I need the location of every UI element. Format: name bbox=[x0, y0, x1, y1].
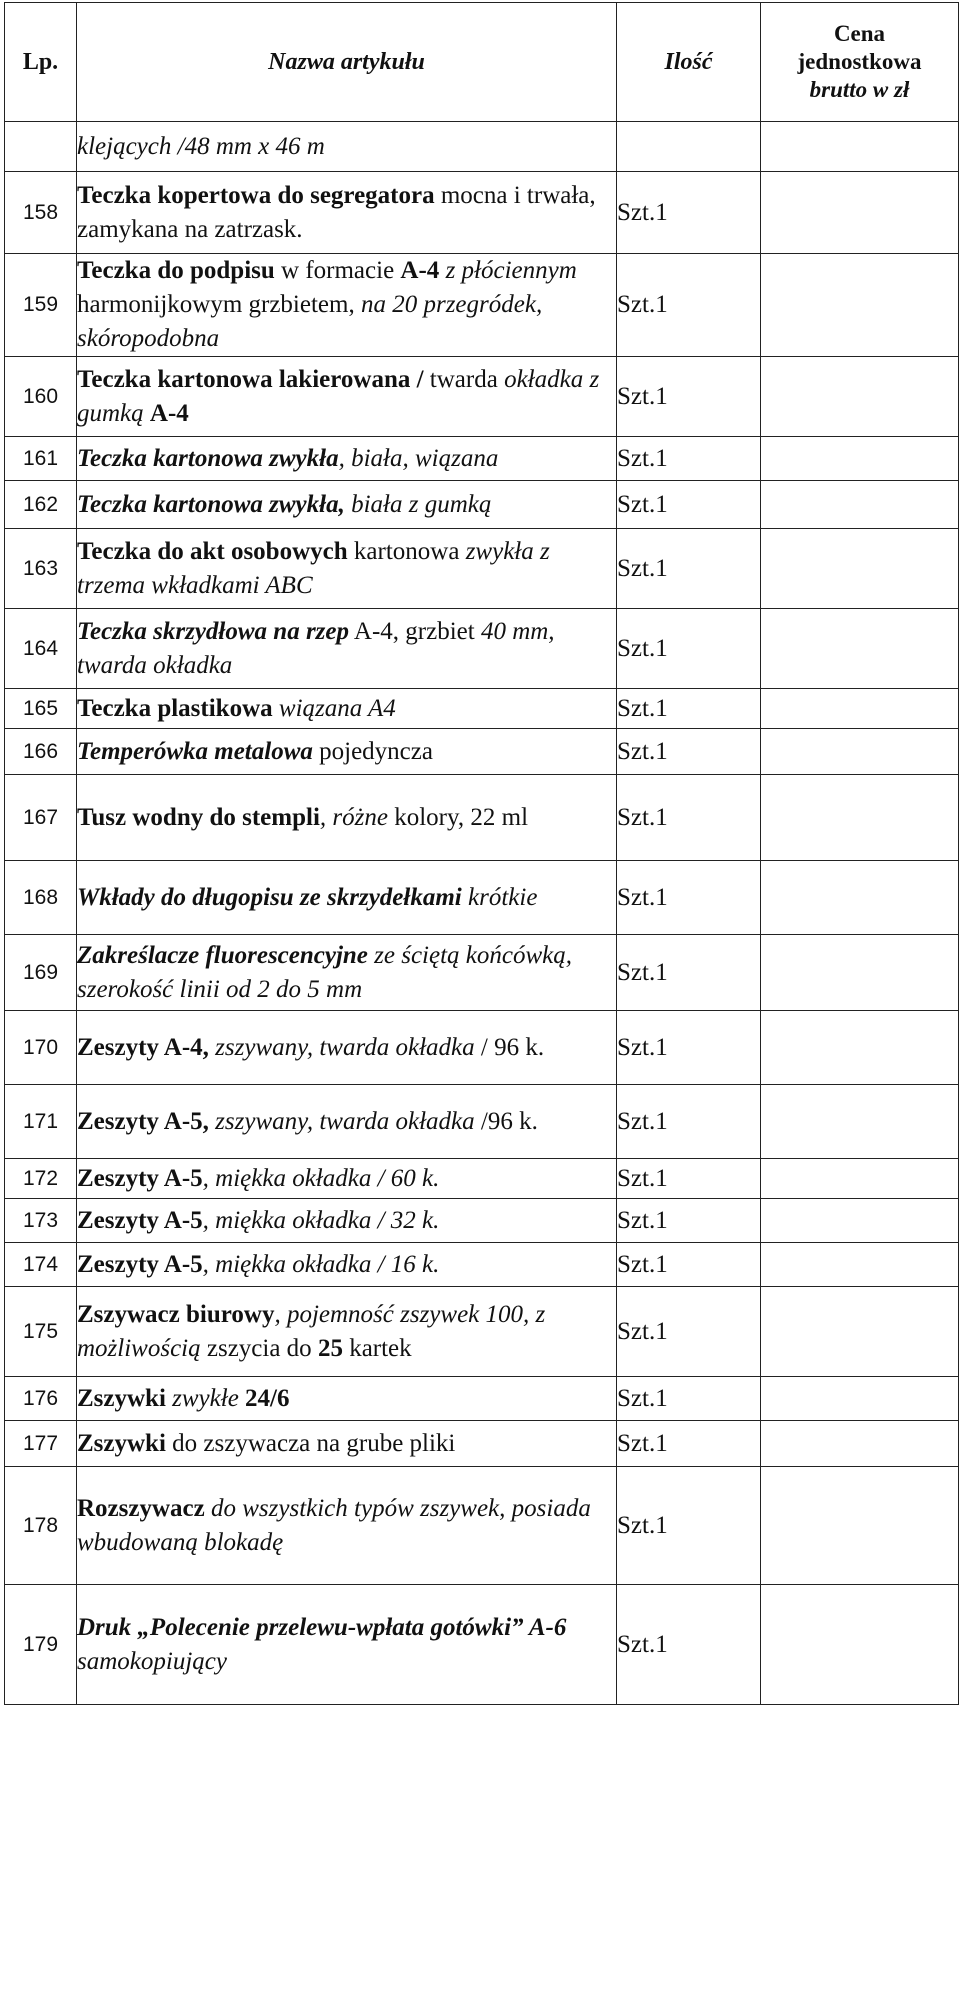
row-qty: Szt.1 bbox=[617, 254, 761, 357]
name-fragment: A-4 bbox=[149, 399, 189, 427]
row-price[interactable] bbox=[761, 729, 959, 775]
name-fragment: 22 ml bbox=[470, 803, 529, 831]
row-name bbox=[77, 357, 617, 437]
row-name bbox=[77, 437, 617, 481]
table-row bbox=[5, 935, 959, 1011]
row-price[interactable] bbox=[761, 481, 959, 529]
name-fragment: Zeszyty A-5 bbox=[77, 1164, 203, 1192]
table-row bbox=[5, 254, 959, 357]
name-fragment: Tusz wodny do stempli bbox=[77, 803, 320, 831]
name-fragment: Zeszyty A-4, bbox=[77, 1033, 209, 1061]
row-name bbox=[77, 1467, 617, 1585]
row-price[interactable] bbox=[761, 1377, 959, 1421]
name-fragment: z płóciennym bbox=[445, 257, 577, 284]
row-qty: Szt.1 bbox=[617, 1467, 761, 1585]
table-row bbox=[5, 172, 959, 254]
header-lp: Lp. bbox=[5, 3, 77, 122]
row-number: 168 bbox=[5, 861, 77, 935]
name-fragment: kartek bbox=[349, 1334, 412, 1362]
row-qty: Szt.1 bbox=[617, 1377, 761, 1421]
row-price[interactable] bbox=[761, 689, 959, 729]
row-qty: Szt.1 bbox=[617, 529, 761, 609]
row-price[interactable] bbox=[761, 1467, 959, 1585]
row-name bbox=[77, 729, 617, 775]
name-fragment: , pojemność zszywek bbox=[274, 1300, 480, 1328]
row-number: 176 bbox=[5, 1377, 77, 1421]
row-number: 161 bbox=[5, 437, 77, 481]
name-fragment: Wkłady do długopisu ze skrzydełkami bbox=[77, 883, 462, 911]
row-price[interactable] bbox=[761, 172, 959, 254]
name-fragment: Zeszyty A-5, bbox=[77, 1107, 209, 1135]
table-row bbox=[5, 1243, 959, 1287]
row-price[interactable] bbox=[761, 1085, 959, 1159]
row-name bbox=[77, 1377, 617, 1421]
name-fragment: Teczka do podpisu bbox=[77, 257, 275, 284]
row-number bbox=[5, 122, 77, 172]
row-number: 179 bbox=[5, 1585, 77, 1705]
name-fragment: Teczka kartonowa zwykła, bbox=[77, 490, 345, 518]
row-qty: Szt.1 bbox=[617, 1199, 761, 1243]
table-row bbox=[5, 1421, 959, 1467]
row-name bbox=[77, 481, 617, 529]
name-fragment: krótkie bbox=[468, 883, 538, 911]
row-qty: Szt.1 bbox=[617, 172, 761, 254]
row-price[interactable] bbox=[761, 1287, 959, 1377]
name-fragment: 100, z możliwością bbox=[77, 1300, 546, 1362]
name-fragment: , miękka okładka / 32 k. bbox=[202, 1206, 440, 1234]
row-price[interactable] bbox=[761, 1011, 959, 1085]
row-qty: Szt.1 bbox=[617, 935, 761, 1011]
row-number: 163 bbox=[5, 529, 77, 609]
table-row bbox=[5, 529, 959, 609]
row-price[interactable] bbox=[761, 357, 959, 437]
name-fragment: , miękka okładka / 60 k. bbox=[202, 1164, 440, 1192]
row-name bbox=[77, 609, 617, 689]
row-name bbox=[77, 1421, 617, 1467]
name-fragment: Zeszyty A-5 bbox=[77, 1206, 203, 1234]
name-fragment: 24/6 bbox=[245, 1384, 290, 1412]
name-fragment: mocna bbox=[440, 181, 508, 209]
row-price[interactable] bbox=[761, 529, 959, 609]
name-fragment: w formacie bbox=[281, 257, 395, 284]
name-fragment: zszywany, twarda okładka bbox=[215, 1107, 475, 1135]
row-number: 158 bbox=[5, 172, 77, 254]
name-fragment: Rozszywacz bbox=[77, 1494, 205, 1522]
row-name bbox=[77, 1199, 617, 1243]
row-price[interactable] bbox=[761, 775, 959, 861]
row-number: 165 bbox=[5, 689, 77, 729]
name-fragment: Temperówka metalowa bbox=[77, 737, 313, 765]
table-row bbox=[5, 1199, 959, 1243]
name-fragment: i trwała, zamykana na zatrzask. bbox=[77, 181, 596, 243]
row-name bbox=[77, 172, 617, 254]
row-qty: Szt.1 bbox=[617, 729, 761, 775]
row-number: 175 bbox=[5, 1287, 77, 1377]
name-fragment: gotówki” A-6 bbox=[430, 1613, 567, 1641]
continued-row bbox=[5, 122, 959, 172]
row-price[interactable] bbox=[761, 1199, 959, 1243]
name-fragment: wiązana A4 bbox=[278, 694, 396, 722]
table-row bbox=[5, 481, 959, 529]
table-row bbox=[5, 1585, 959, 1705]
name-fragment: do wszystkich typów bbox=[210, 1494, 414, 1522]
row-price[interactable] bbox=[761, 861, 959, 935]
row-price[interactable] bbox=[761, 437, 959, 481]
row-name bbox=[77, 1585, 617, 1705]
row-number: 170 bbox=[5, 1011, 77, 1085]
row-number: 162 bbox=[5, 481, 77, 529]
name-fragment: ze ściętą bbox=[374, 941, 460, 969]
row-qty: Szt.1 bbox=[617, 437, 761, 481]
name-fragment: biała z gumką bbox=[351, 490, 492, 518]
table-row bbox=[5, 1287, 959, 1377]
name-fragment: Zszywki bbox=[77, 1384, 166, 1412]
table-row bbox=[5, 609, 959, 689]
name-fragment: Teczka plastikowa bbox=[77, 694, 273, 722]
row-qty: Szt.1 bbox=[617, 1585, 761, 1705]
name-fragment: harmonijkowym grzbietem, bbox=[77, 291, 355, 318]
row-name bbox=[77, 1011, 617, 1085]
name-fragment: , miękka okładka / 16 k. bbox=[202, 1250, 440, 1278]
name-fragment: 25 bbox=[317, 1334, 343, 1362]
name-fragment: Zszywki bbox=[77, 1429, 166, 1457]
header-price bbox=[761, 3, 959, 122]
row-qty: Szt.1 bbox=[617, 1243, 761, 1287]
name-fragment: A-4, grzbiet bbox=[353, 617, 475, 645]
row-name bbox=[77, 1243, 617, 1287]
header-name: Nazwa artykułu bbox=[77, 3, 617, 122]
table-row bbox=[5, 729, 959, 775]
row-number: 171 bbox=[5, 1085, 77, 1159]
row-number: 174 bbox=[5, 1243, 77, 1287]
row-qty: Szt.1 bbox=[617, 775, 761, 861]
row-name bbox=[77, 1085, 617, 1159]
row-name bbox=[77, 861, 617, 935]
name-fragment: , różne bbox=[319, 803, 388, 831]
row-qty: Szt.1 bbox=[617, 357, 761, 437]
name-fragment: Teczka kopertowa do segregatora bbox=[77, 181, 435, 209]
continued-name: klejących /48 mm x 46 m bbox=[77, 122, 617, 172]
row-price[interactable] bbox=[761, 609, 959, 689]
row-price[interactable] bbox=[761, 1585, 959, 1705]
row-number: 173 bbox=[5, 1199, 77, 1243]
name-fragment: Zeszyty A-5 bbox=[77, 1250, 203, 1278]
row-qty: Szt.1 bbox=[617, 861, 761, 935]
row-qty: Szt.1 bbox=[617, 1011, 761, 1085]
row-number: 167 bbox=[5, 775, 77, 861]
row-price[interactable] bbox=[761, 1243, 959, 1287]
row-number: 177 bbox=[5, 1421, 77, 1467]
name-fragment: Teczka do akt osobowych bbox=[77, 537, 348, 565]
name-fragment: okładka z gumką bbox=[77, 365, 600, 427]
row-qty: Szt.1 bbox=[617, 481, 761, 529]
row-qty: Szt.1 bbox=[617, 609, 761, 689]
row-name bbox=[77, 689, 617, 729]
name-fragment: , biała, wiązana bbox=[338, 444, 499, 472]
row-price[interactable] bbox=[761, 935, 959, 1011]
row-number: 178 bbox=[5, 1467, 77, 1585]
header-qty: Ilość bbox=[617, 3, 761, 122]
name-fragment: pojedyncza bbox=[319, 737, 433, 765]
row-name bbox=[77, 935, 617, 1011]
row-price[interactable] bbox=[761, 1159, 959, 1199]
row-qty bbox=[617, 122, 761, 172]
row-price bbox=[761, 122, 959, 172]
table-row bbox=[5, 437, 959, 481]
row-number: 172 bbox=[5, 1159, 77, 1199]
row-number: 169 bbox=[5, 935, 77, 1011]
row-qty: Szt.1 bbox=[617, 1287, 761, 1377]
name-fragment: Druk „Polecenie przelewu-wpłata bbox=[77, 1613, 425, 1641]
row-qty: Szt.1 bbox=[617, 1421, 761, 1467]
row-price[interactable] bbox=[761, 254, 959, 357]
row-qty: Szt.1 bbox=[617, 1085, 761, 1159]
name-fragment: zwykła z trzema wkładkami ABC bbox=[77, 537, 550, 599]
row-number: 164 bbox=[5, 609, 77, 689]
row-name bbox=[77, 1159, 617, 1199]
header-price-line3: brutto w zł bbox=[809, 77, 910, 102]
name-fragment: kartonowa bbox=[353, 537, 460, 565]
row-name bbox=[77, 775, 617, 861]
name-fragment: Zakreślacze fluorescencyjne bbox=[77, 941, 368, 969]
name-fragment: Teczka kartonowa lakierowana / bbox=[77, 365, 424, 393]
row-name bbox=[77, 254, 617, 357]
name-fragment: / 96 k. bbox=[480, 1033, 545, 1061]
row-number: 159 bbox=[5, 254, 77, 357]
name-fragment: Zszywacz biurowy bbox=[77, 1300, 275, 1328]
row-number: 160 bbox=[5, 357, 77, 437]
name-fragment: końcówką, szerokość linii od 2 do 5 mm bbox=[77, 941, 573, 1003]
header-price-line1: Cena bbox=[833, 21, 886, 46]
table-row bbox=[5, 689, 959, 729]
table-row bbox=[5, 1085, 959, 1159]
header-row bbox=[5, 3, 959, 122]
name-fragment: zszycia do bbox=[206, 1334, 312, 1362]
row-name bbox=[77, 529, 617, 609]
name-fragment: 40 mm, twarda okładka bbox=[77, 617, 555, 679]
items-table bbox=[4, 2, 959, 1705]
header-price-line2: jednostkowa bbox=[797, 49, 922, 74]
row-qty: Szt.1 bbox=[617, 689, 761, 729]
name-fragment: samokopiujący bbox=[77, 1647, 227, 1675]
name-fragment: twarda bbox=[429, 365, 498, 393]
name-fragment: Teczka skrzydłowa na rzep bbox=[77, 617, 350, 645]
name-fragment: Teczka kartonowa zwykła bbox=[77, 444, 339, 472]
table-row bbox=[5, 775, 959, 861]
row-name bbox=[77, 1287, 617, 1377]
name-fragment: /96 k. bbox=[480, 1107, 538, 1135]
row-qty: Szt.1 bbox=[617, 1159, 761, 1199]
name-fragment: A-4 bbox=[400, 257, 440, 284]
row-price[interactable] bbox=[761, 1421, 959, 1467]
name-fragment: kolory, bbox=[394, 803, 465, 831]
table-row bbox=[5, 1467, 959, 1585]
table-row bbox=[5, 1011, 959, 1085]
row-number: 166 bbox=[5, 729, 77, 775]
table-row bbox=[5, 861, 959, 935]
name-fragment: do zszywacza na grube pliki bbox=[172, 1429, 456, 1457]
name-fragment: zszywek, posiada wbudowaną blokadę bbox=[77, 1494, 591, 1556]
table-row bbox=[5, 357, 959, 437]
name-fragment: zwykłe bbox=[172, 1384, 239, 1412]
table-row bbox=[5, 1159, 959, 1199]
table-row bbox=[5, 1377, 959, 1421]
name-fragment: zszywany, twarda okładka bbox=[215, 1033, 475, 1061]
name-fragment: na 20 przegródek, skóropodobna bbox=[77, 291, 543, 352]
